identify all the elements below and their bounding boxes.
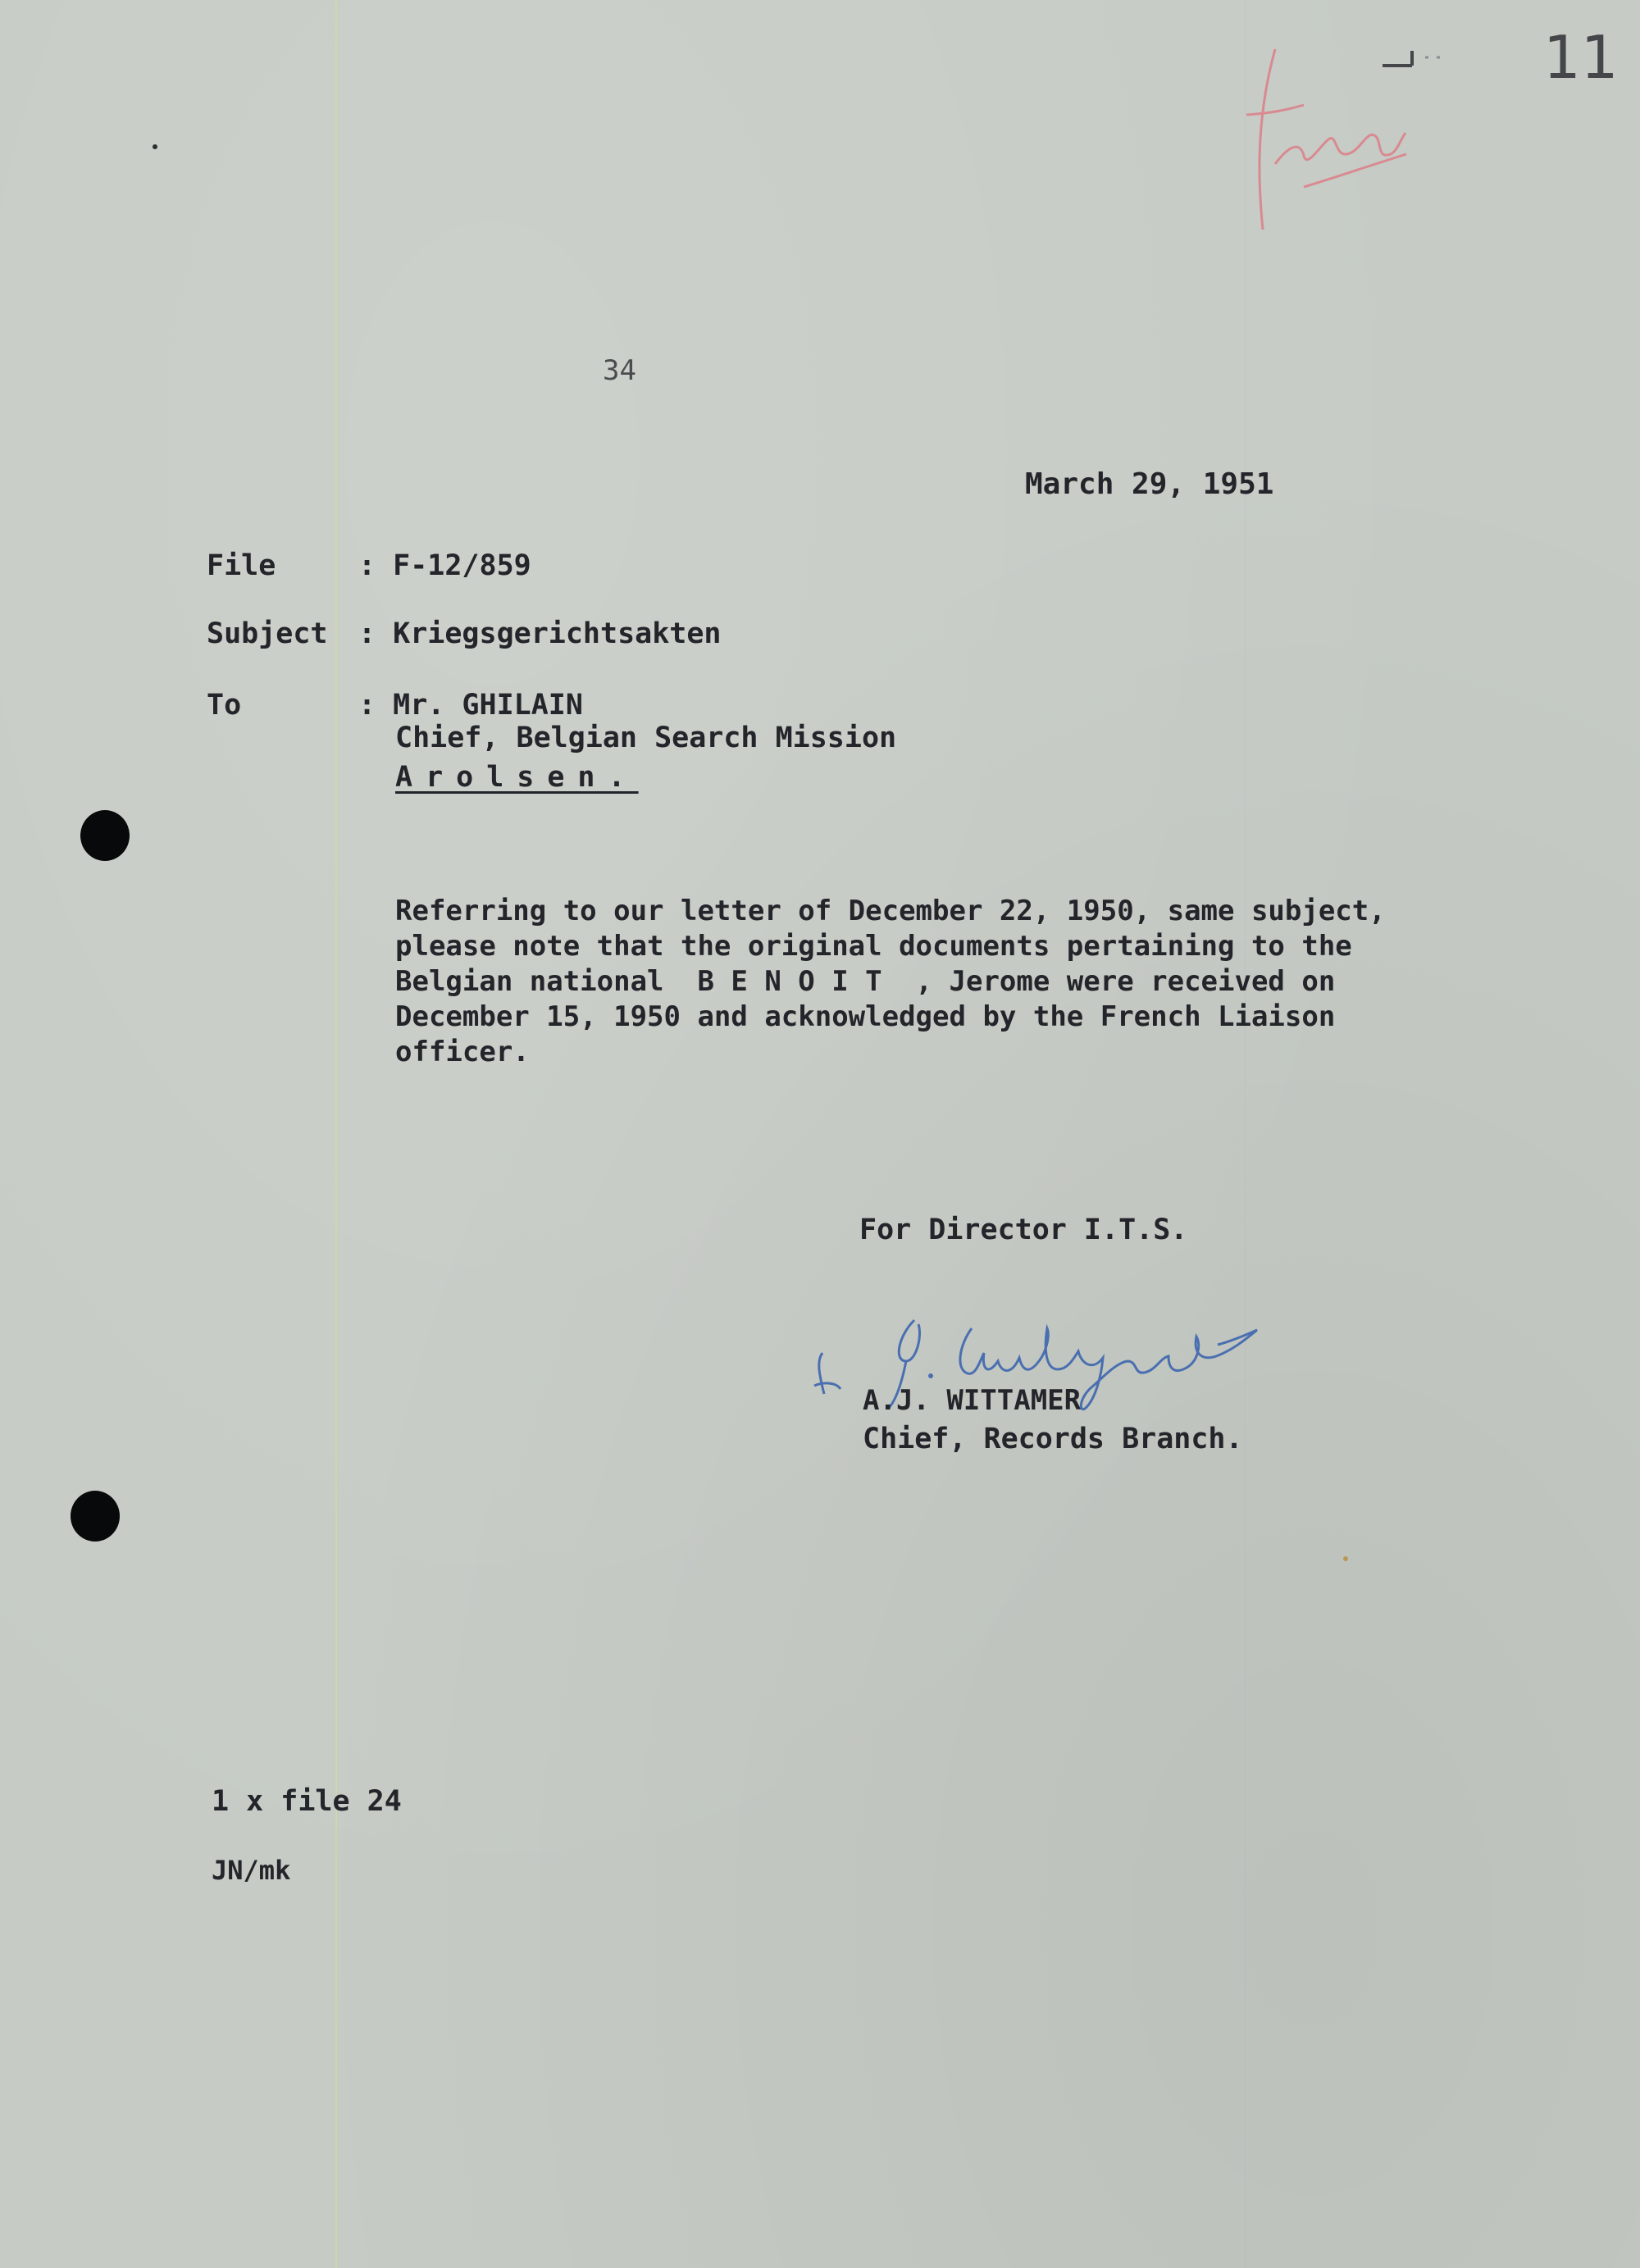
file-value: : F-12/859 (358, 549, 531, 582)
letter-body: Referring to our letter of December 22, 1950, same subject, please note that the original documents pertaining to the Belgian national B E N O I T , Jerome were received on December 15, 1950 and acknowledged by the French Liaison officer. (395, 895, 1386, 1068)
faint-fold-line (1245, 0, 1246, 2268)
enclosure-note: 1 x file 24 (212, 1785, 402, 1818)
paper-speck (1343, 1556, 1348, 1561)
paper-speck (153, 144, 157, 149)
margin-line (335, 0, 337, 2268)
subject-value: : Kriegsgerichtsakten (358, 617, 722, 650)
punch-hole (71, 1491, 120, 1542)
punch-hole (80, 810, 130, 861)
letter-date: March 29, 1951 (1025, 467, 1274, 501)
to-recipient-title: Chief, Belgian Search Mission (395, 722, 897, 754)
typist-reference: JN/mk (212, 1855, 291, 1886)
file-label: File (207, 549, 276, 582)
file-count-mark: 34 (603, 354, 636, 387)
to-recipient: : Mr. GHILAIN (358, 689, 583, 722)
page-number: 11 (1543, 23, 1619, 92)
red-pencil-annotation (1222, 25, 1435, 238)
signatory-name: A.J. WITTAMER (863, 1384, 1082, 1417)
signatory-title: Chief, Records Branch. (863, 1423, 1243, 1455)
subject-label: Subject (207, 617, 328, 650)
signature-for-line: For Director I.T.S. (859, 1214, 1188, 1246)
to-location: Arolsen. (395, 761, 639, 794)
to-label: To (207, 689, 242, 722)
